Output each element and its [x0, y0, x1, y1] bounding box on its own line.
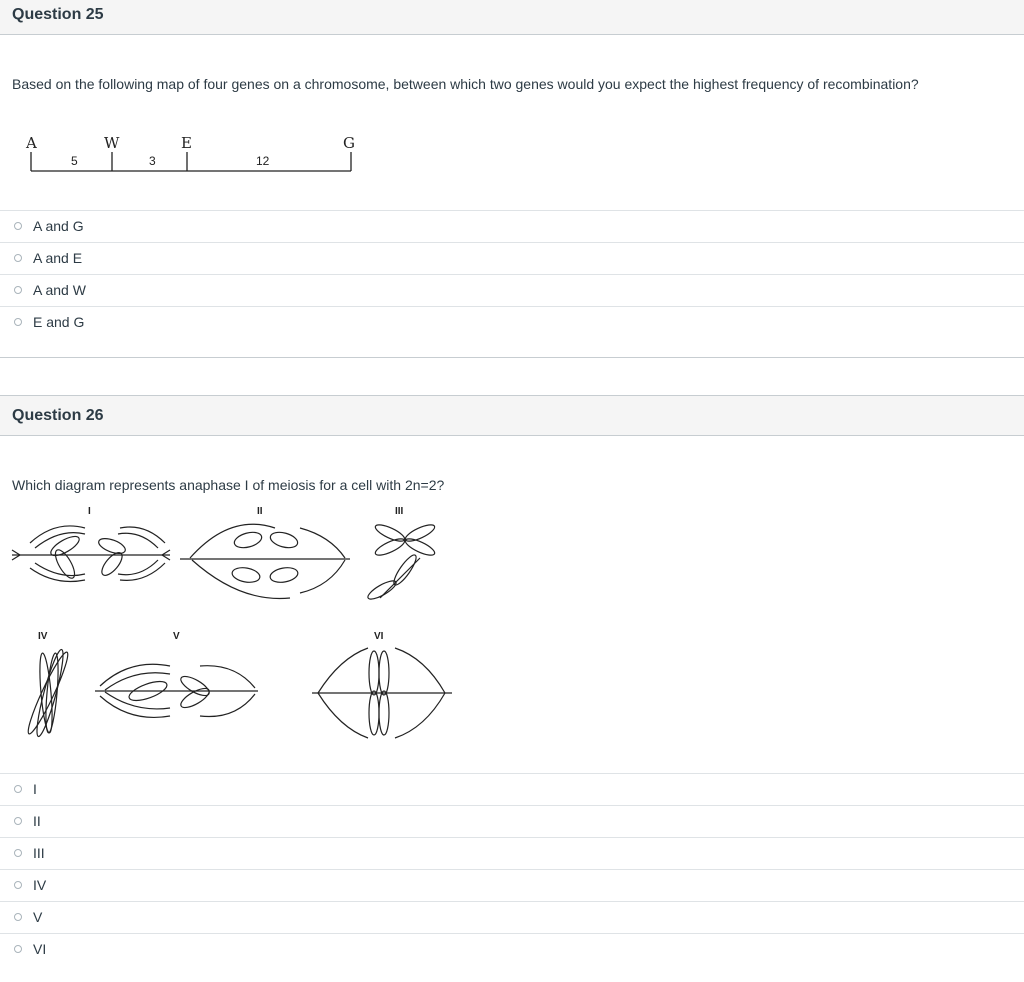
answer-label: A and W — [33, 282, 86, 298]
radio-button[interactable] — [14, 881, 22, 889]
answer-label: A and E — [33, 250, 83, 266]
answer-label: III — [33, 845, 45, 861]
question-25-answers — [0, 210, 1024, 338]
distance-label-aw: 5 — [71, 154, 78, 168]
answer-option[interactable] — [0, 306, 1024, 338]
radio-button[interactable] — [14, 318, 22, 326]
diagram-ii — [180, 524, 350, 598]
answer-label: VI — [33, 941, 47, 957]
diagram-i — [12, 526, 170, 582]
radio-button[interactable] — [14, 849, 22, 857]
answer-option[interactable] — [0, 933, 1024, 965]
gene-label-g: G — [343, 134, 355, 152]
radio-button[interactable] — [14, 785, 22, 793]
radio-button[interactable] — [14, 286, 22, 294]
answer-option[interactable] — [0, 242, 1024, 274]
question-25-text: Based on the following map of four genes on a chromosome, between which two genes would you expect the highest frequency of recombination? — [12, 76, 919, 92]
diagram-label-iv: IV — [38, 631, 48, 642]
distance-label-eg: 12 — [256, 154, 270, 168]
diagram-v — [95, 664, 258, 717]
answer-option[interactable] — [0, 274, 1024, 306]
radio-button[interactable] — [14, 945, 22, 953]
radio-button[interactable] — [14, 913, 22, 921]
answer-label: IV — [33, 877, 47, 893]
diagram-vi — [312, 648, 452, 738]
question-divider — [0, 357, 1024, 358]
answer-option[interactable] — [0, 773, 1024, 805]
diagram-label-ii: II — [257, 506, 263, 517]
question-26-title: Question 26 — [12, 407, 104, 424]
diagram-label-i: I — [88, 506, 91, 517]
diagram-label-iii: III — [395, 506, 404, 517]
radio-button[interactable] — [14, 254, 22, 262]
gene-map-diagram — [16, 130, 366, 180]
answer-label: A and G — [33, 218, 84, 234]
meiosis-diagrams — [0, 498, 480, 748]
answer-label: II — [33, 813, 41, 829]
answer-option[interactable] — [0, 837, 1024, 869]
radio-button[interactable] — [14, 222, 22, 230]
question-26-text: Which diagram represents anaphase I of meiosis for a cell with 2n=2? — [12, 477, 445, 493]
radio-button[interactable] — [14, 817, 22, 825]
answer-option[interactable] — [0, 869, 1024, 901]
gene-label-e: E — [181, 134, 192, 152]
diagram-iii — [366, 522, 437, 603]
answer-option[interactable] — [0, 210, 1024, 242]
answer-option[interactable] — [0, 901, 1024, 933]
answer-option[interactable] — [0, 805, 1024, 837]
answer-label: E and G — [33, 314, 85, 330]
question-26-header — [0, 395, 1024, 436]
diagram-label-vi: VI — [374, 631, 384, 642]
diagram-label-v: V — [173, 631, 180, 642]
diagram-iv — [24, 648, 73, 738]
answer-label: V — [33, 909, 43, 925]
question-25-title: Question 25 — [12, 6, 104, 23]
distance-label-we: 3 — [149, 154, 156, 168]
answer-label: I — [33, 781, 37, 797]
question-25-header — [0, 0, 1024, 35]
question-26-answers — [0, 773, 1024, 965]
gene-label-a: A — [26, 134, 37, 152]
gene-label-w: W — [104, 134, 120, 152]
